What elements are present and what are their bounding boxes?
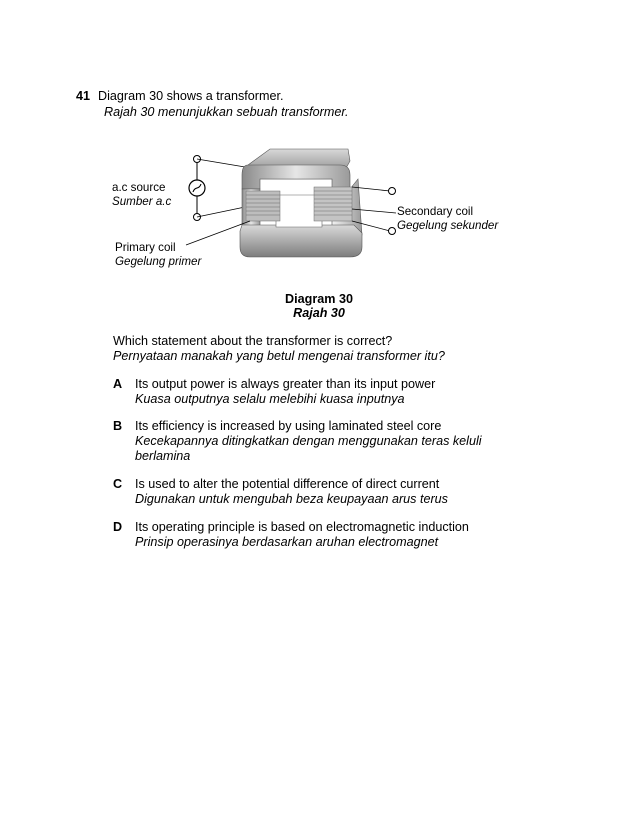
prompt-en: Which statement about the transformer is correct? xyxy=(113,334,393,348)
option-letter: B xyxy=(113,419,123,433)
option-letter: A xyxy=(113,377,123,391)
primary-coil-label-en: Primary coil xyxy=(115,241,176,254)
laminated-iron-core-icon xyxy=(240,149,362,257)
option-text-en: Its efficiency is increased by using laminated steel core xyxy=(135,419,442,433)
question-text-ms: Rajah 30 menunjukkan sebuah transformer. xyxy=(104,105,349,119)
source-label-en: a.c source xyxy=(112,181,166,194)
source-label-ms: Sumber a.c xyxy=(112,195,172,208)
option-text-en: Its operating principle is based on electromagnetic induction xyxy=(135,520,469,534)
secondary-coil-label-en: Secondary coil xyxy=(397,205,474,218)
option-letter: D xyxy=(113,520,123,534)
primary-circuit xyxy=(189,156,245,221)
question-text-en: Diagram 30 shows a transformer. xyxy=(98,89,284,103)
primary-coil-label-ms: Gegelung primer xyxy=(115,255,202,268)
option-text-ms: Digunakan untuk mengubah beza keupayaan arus terus xyxy=(135,492,448,506)
caption-ms: Rajah 30 xyxy=(293,306,345,320)
option-text-en: Is used to alter the potential difference of direct current xyxy=(135,477,440,491)
option-text-en: Its output power is always greater than its input power xyxy=(135,377,436,391)
question-number: 41 xyxy=(76,89,91,103)
option-letter: C xyxy=(113,477,123,491)
secondary-coil-label-ms: Gegelung sekunder xyxy=(397,219,499,232)
option-text-ms-cont: berlamina xyxy=(135,449,191,463)
option-text-ms: Kuasa outputnya selalu melebihi kuasa inputnya xyxy=(135,392,405,406)
prompt-ms: Pernyataan manakah yang betul mengenai transformer itu? xyxy=(113,349,445,363)
option-text-ms: Kecekapannya ditingkatkan dengan menggunakan teras keluli xyxy=(135,434,482,448)
option-text-ms: Prinsip operasinya berdasarkan aruhan electromagnet xyxy=(135,535,439,549)
terminal-icon xyxy=(389,188,396,195)
terminal-icon xyxy=(389,228,396,235)
caption-en: Diagram 30 xyxy=(285,292,353,306)
